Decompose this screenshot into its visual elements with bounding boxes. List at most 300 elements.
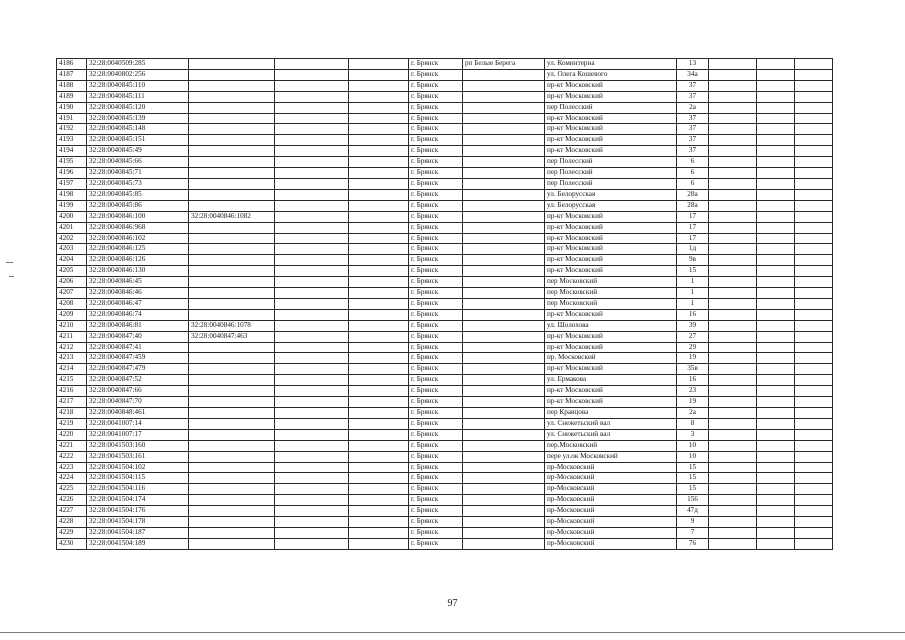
cell-col-j (709, 189, 757, 200)
cell-settlement (463, 495, 545, 506)
cell-col-j (709, 320, 757, 331)
cell-cadastral-number: 32:28:0041007:14 (87, 418, 189, 429)
table-row (57, 495, 833, 506)
cell-col-l (795, 102, 833, 113)
cell-cadastral-number: 32:28:0040846:45 (87, 277, 189, 288)
cell-col-d (275, 91, 349, 102)
cell-settlement (463, 189, 545, 200)
cell-row-number: 4186 (57, 59, 87, 70)
cell-street: пр-кт Московский (545, 146, 677, 157)
cell-col-l (795, 418, 833, 429)
table-row (57, 113, 833, 124)
cell-city: г. Брянск (409, 418, 463, 429)
table-row (57, 473, 833, 484)
table-row (57, 157, 833, 168)
cell-street: пр-Московский (545, 527, 677, 538)
cell-col-k (757, 80, 795, 91)
cell-col-l (795, 375, 833, 386)
cell-col-l (795, 266, 833, 277)
cell-related-cadastral-number (189, 80, 275, 91)
cell-col-d (275, 80, 349, 91)
cell-settlement (463, 233, 545, 244)
cell-street: ул. Белорусская (545, 189, 677, 200)
cell-house-number: 15 (677, 266, 709, 277)
cell-settlement (463, 146, 545, 157)
cell-col-j (709, 157, 757, 168)
cell-house-number: 9в (677, 255, 709, 266)
cell-house-number: 7 (677, 527, 709, 538)
cell-col-l (795, 178, 833, 189)
cell-street: пр-кт Московский (545, 91, 677, 102)
cell-col-j (709, 200, 757, 211)
cell-house-number: 47д (677, 506, 709, 517)
cell-row-number: 4230 (57, 538, 87, 549)
cell-col-k (757, 342, 795, 353)
table-row (57, 91, 833, 102)
cell-col-j (709, 484, 757, 495)
registry-table-body (57, 59, 833, 550)
cell-col-e (349, 298, 409, 309)
cell-cadastral-number: 32:28:0040845:73 (87, 178, 189, 189)
cell-related-cadastral-number (189, 244, 275, 255)
cell-house-number: 9 (677, 517, 709, 528)
cell-col-k (757, 506, 795, 517)
cell-cadastral-number: 32:28:0040847:459 (87, 353, 189, 364)
cell-related-cadastral-number (189, 113, 275, 124)
cell-related-cadastral-number (189, 59, 275, 70)
cell-settlement (463, 418, 545, 429)
cell-house-number: 37 (677, 113, 709, 124)
table-row (57, 211, 833, 222)
cell-col-j (709, 440, 757, 451)
cell-row-number: 4208 (57, 298, 87, 309)
cell-city: г. Брянск (409, 277, 463, 288)
cell-col-k (757, 484, 795, 495)
cell-settlement (463, 211, 545, 222)
cell-col-k (757, 146, 795, 157)
cell-col-j (709, 146, 757, 157)
cell-col-e (349, 495, 409, 506)
cell-cadastral-number: 32:28:0040846:46 (87, 288, 189, 299)
cell-related-cadastral-number (189, 266, 275, 277)
table-row (57, 342, 833, 353)
cell-col-k (757, 473, 795, 484)
cell-col-l (795, 538, 833, 549)
cell-col-j (709, 473, 757, 484)
cell-related-cadastral-number (189, 91, 275, 102)
cell-row-number: 4226 (57, 495, 87, 506)
cell-city: г. Брянск (409, 102, 463, 113)
cell-cadastral-number: 32:28:0040845:66 (87, 157, 189, 168)
cell-col-e (349, 484, 409, 495)
cell-col-j (709, 244, 757, 255)
cell-settlement (463, 309, 545, 320)
cell-col-j (709, 255, 757, 266)
cell-city: г. Брянск (409, 408, 463, 419)
cell-col-e (349, 266, 409, 277)
cell-col-l (795, 386, 833, 397)
cell-col-k (757, 168, 795, 179)
cell-col-e (349, 408, 409, 419)
cell-city: г. Брянск (409, 320, 463, 331)
cell-row-number: 4210 (57, 320, 87, 331)
cell-house-number: 10 (677, 451, 709, 462)
cell-city: г. Брянск (409, 462, 463, 473)
cell-col-d (275, 418, 349, 429)
cell-col-d (275, 429, 349, 440)
cell-settlement (463, 124, 545, 135)
cell-cadastral-number: 32:28:0041504:187 (87, 527, 189, 538)
cell-street: ул. Коминтерна (545, 59, 677, 70)
cell-city: г. Брянск (409, 288, 463, 299)
cell-row-number: 4197 (57, 178, 87, 189)
cell-col-j (709, 375, 757, 386)
cell-col-k (757, 320, 795, 331)
cell-col-e (349, 157, 409, 168)
table-row (57, 266, 833, 277)
cell-col-j (709, 298, 757, 309)
cell-col-e (349, 124, 409, 135)
cell-house-number: 15 (677, 484, 709, 495)
cell-col-k (757, 375, 795, 386)
cell-col-d (275, 69, 349, 80)
cell-related-cadastral-number (189, 408, 275, 419)
cell-row-number: 4224 (57, 473, 87, 484)
cell-col-d (275, 189, 349, 200)
cell-street: пр-кт Московский (545, 309, 677, 320)
cell-settlement (463, 538, 545, 549)
cell-row-number: 4187 (57, 69, 87, 80)
cell-row-number: 4220 (57, 429, 87, 440)
cell-col-j (709, 495, 757, 506)
table-row (57, 418, 833, 429)
cell-cadastral-number: 32:28:0040846:130 (87, 266, 189, 277)
cell-row-number: 4213 (57, 353, 87, 364)
cell-row-number: 4189 (57, 91, 87, 102)
cell-col-e (349, 59, 409, 70)
cell-col-d (275, 386, 349, 397)
cell-related-cadastral-number (189, 102, 275, 113)
table-row (57, 451, 833, 462)
cell-col-l (795, 69, 833, 80)
cell-col-k (757, 364, 795, 375)
cell-col-j (709, 527, 757, 538)
cell-street: пр-кт Московский (545, 113, 677, 124)
cell-col-l (795, 288, 833, 299)
cell-settlement (463, 168, 545, 179)
cell-street: пр-кт Московский (545, 80, 677, 91)
cell-house-number: 1 (677, 298, 709, 309)
cell-settlement (463, 517, 545, 528)
cell-house-number: 76 (677, 538, 709, 549)
table-row (57, 277, 833, 288)
cell-col-j (709, 331, 757, 342)
cell-cadastral-number: 32:28:0041504:174 (87, 495, 189, 506)
cell-row-number: 4228 (57, 517, 87, 528)
cell-col-l (795, 59, 833, 70)
cell-cadastral-number: 32:28:0041504:178 (87, 517, 189, 528)
cell-street: пр-кт Московский (545, 135, 677, 146)
cell-city: г. Брянск (409, 255, 463, 266)
cell-house-number: 37 (677, 135, 709, 146)
cell-col-k (757, 418, 795, 429)
cell-settlement (463, 473, 545, 484)
cell-col-k (757, 277, 795, 288)
cell-col-d (275, 462, 349, 473)
cell-col-d (275, 353, 349, 364)
cell-col-j (709, 342, 757, 353)
cell-settlement (463, 527, 545, 538)
cell-cadastral-number: 32:28:0040846:74 (87, 309, 189, 320)
cell-cadastral-number: 32:28:0040845:71 (87, 168, 189, 179)
cell-settlement (463, 135, 545, 146)
cell-col-e (349, 320, 409, 331)
cell-col-l (795, 244, 833, 255)
cell-house-number: 37 (677, 91, 709, 102)
cell-col-k (757, 189, 795, 200)
cell-col-e (349, 462, 409, 473)
cell-col-k (757, 288, 795, 299)
cell-house-number: 27 (677, 331, 709, 342)
cell-city: г. Брянск (409, 397, 463, 408)
cell-house-number: 23 (677, 386, 709, 397)
table-row (57, 178, 833, 189)
cell-col-e (349, 113, 409, 124)
cell-house-number: 6 (677, 178, 709, 189)
cell-row-number: 4216 (57, 386, 87, 397)
cell-house-number: 19 (677, 397, 709, 408)
cell-col-d (275, 277, 349, 288)
cell-col-d (275, 342, 349, 353)
cell-col-d (275, 59, 349, 70)
cell-related-cadastral-number: 32:28:0040846:1082 (189, 211, 275, 222)
cell-col-j (709, 168, 757, 179)
cell-settlement (463, 320, 545, 331)
cell-col-l (795, 495, 833, 506)
cell-col-j (709, 364, 757, 375)
cell-cadastral-number: 32:28:0040845:148 (87, 124, 189, 135)
cell-col-j (709, 266, 757, 277)
cell-col-k (757, 266, 795, 277)
table-row (57, 288, 833, 299)
cell-related-cadastral-number (189, 298, 275, 309)
cell-col-j (709, 222, 757, 233)
cell-col-d (275, 298, 349, 309)
cell-city: г. Брянск (409, 124, 463, 135)
cell-col-d (275, 527, 349, 538)
cell-city: г. Брянск (409, 538, 463, 549)
scan-artifact-mark (6, 262, 13, 263)
table-row (57, 440, 833, 451)
cell-cadastral-number: 32:28:0040845:85 (87, 189, 189, 200)
table-row (57, 484, 833, 495)
table-row (57, 69, 833, 80)
table-row (57, 386, 833, 397)
cell-row-number: 4225 (57, 484, 87, 495)
cell-col-k (757, 222, 795, 233)
cell-col-e (349, 189, 409, 200)
cell-col-k (757, 397, 795, 408)
table-row (57, 527, 833, 538)
cell-house-number: 8 (677, 418, 709, 429)
scan-artifact-mark (9, 276, 14, 277)
cell-col-j (709, 506, 757, 517)
cell-col-e (349, 91, 409, 102)
cell-col-e (349, 397, 409, 408)
cell-row-number: 4221 (57, 440, 87, 451)
cell-col-k (757, 451, 795, 462)
cell-house-number: 15 (677, 473, 709, 484)
cell-cadastral-number: 32:28:0041503:160 (87, 440, 189, 451)
cell-col-e (349, 135, 409, 146)
cell-col-k (757, 178, 795, 189)
cell-cadastral-number: 32:28:0040846:125 (87, 244, 189, 255)
cell-settlement (463, 484, 545, 495)
cell-col-j (709, 277, 757, 288)
cell-cadastral-number: 32:28:0040847:40 (87, 331, 189, 342)
cell-col-k (757, 91, 795, 102)
cell-street: ул. Снежетьский вал (545, 418, 677, 429)
cell-city: г. Брянск (409, 189, 463, 200)
cell-col-l (795, 440, 833, 451)
cell-street: пр-кт Московский (545, 364, 677, 375)
cell-house-number: 15 (677, 462, 709, 473)
registry-table (56, 58, 833, 550)
cell-col-e (349, 80, 409, 91)
cell-col-d (275, 157, 349, 168)
cell-city: г. Брянск (409, 135, 463, 146)
cell-row-number: 4195 (57, 157, 87, 168)
cell-related-cadastral-number (189, 342, 275, 353)
cell-settlement (463, 266, 545, 277)
cell-col-j (709, 429, 757, 440)
cell-street: пр-кт Московский (545, 255, 677, 266)
cell-settlement (463, 178, 545, 189)
cell-city: г. Брянск (409, 113, 463, 124)
cell-city: г. Брянск (409, 178, 463, 189)
cell-col-e (349, 473, 409, 484)
cell-col-e (349, 255, 409, 266)
cell-cadastral-number: 32:28:0040847:41 (87, 342, 189, 353)
cell-related-cadastral-number (189, 495, 275, 506)
cell-row-number: 4227 (57, 506, 87, 517)
cell-col-j (709, 113, 757, 124)
cell-street: пр-кт Московский (545, 331, 677, 342)
cell-cadastral-number: 32:28:0040847:479 (87, 364, 189, 375)
cell-col-d (275, 517, 349, 528)
table-row (57, 429, 833, 440)
cell-row-number: 4191 (57, 113, 87, 124)
cell-col-d (275, 538, 349, 549)
cell-col-l (795, 364, 833, 375)
cell-col-j (709, 451, 757, 462)
cell-col-d (275, 408, 349, 419)
cell-related-cadastral-number (189, 429, 275, 440)
cell-street: ул. Олега Кошевого (545, 69, 677, 80)
cell-row-number: 4205 (57, 266, 87, 277)
cell-street: пер.Московский (545, 440, 677, 451)
cell-city: г. Брянск (409, 80, 463, 91)
cell-col-d (275, 244, 349, 255)
cell-street: пр-Московский (545, 462, 677, 473)
cell-col-d (275, 255, 349, 266)
cell-house-number: 2а (677, 102, 709, 113)
cell-row-number: 4204 (57, 255, 87, 266)
cell-col-e (349, 527, 409, 538)
table-row (57, 298, 833, 309)
cell-street: пр-Московский (545, 506, 677, 517)
cell-related-cadastral-number (189, 222, 275, 233)
cell-house-number: 28а (677, 200, 709, 211)
cell-street: пр-Московский (545, 473, 677, 484)
cell-col-l (795, 331, 833, 342)
cell-col-e (349, 288, 409, 299)
table-row (57, 168, 833, 179)
cell-col-d (275, 320, 349, 331)
cell-col-l (795, 506, 833, 517)
table-row (57, 146, 833, 157)
cell-house-number: 19 (677, 353, 709, 364)
cell-city: г. Брянск (409, 211, 463, 222)
cell-cadastral-number: 32:28:0040509:285 (87, 59, 189, 70)
cell-street: пр-кт Московский (545, 222, 677, 233)
cell-city: г. Брянск (409, 266, 463, 277)
cell-city: г. Брянск (409, 309, 463, 320)
cell-related-cadastral-number (189, 309, 275, 320)
table-row (57, 124, 833, 135)
cell-col-l (795, 527, 833, 538)
cell-col-l (795, 255, 833, 266)
cell-cadastral-number: 32:28:0040848:461 (87, 408, 189, 419)
table-row (57, 364, 833, 375)
cell-col-d (275, 473, 349, 484)
cell-row-number: 4196 (57, 168, 87, 179)
table-row (57, 59, 833, 70)
cell-city: г. Брянск (409, 69, 463, 80)
cell-city: г. Брянск (409, 440, 463, 451)
cell-col-l (795, 233, 833, 244)
cell-settlement (463, 244, 545, 255)
cell-col-k (757, 495, 795, 506)
cell-settlement (463, 277, 545, 288)
cell-city: г. Брянск (409, 157, 463, 168)
cell-street: пр-Московский (545, 484, 677, 495)
cell-street: пере ул.ок Московский (545, 451, 677, 462)
cell-col-k (757, 135, 795, 146)
cell-street: пр-кт Московский (545, 211, 677, 222)
cell-city: г. Брянск (409, 342, 463, 353)
cell-cadastral-number: 32:28:0041504:115 (87, 473, 189, 484)
cell-row-number: 4214 (57, 364, 87, 375)
cell-cadastral-number: 32:28:0040845:111 (87, 91, 189, 102)
table-row (57, 408, 833, 419)
cell-settlement (463, 69, 545, 80)
cell-city: г. Брянск (409, 331, 463, 342)
cell-row-number: 4202 (57, 233, 87, 244)
cell-related-cadastral-number (189, 527, 275, 538)
cell-col-d (275, 124, 349, 135)
cell-col-j (709, 309, 757, 320)
cell-related-cadastral-number (189, 168, 275, 179)
cell-col-l (795, 113, 833, 124)
cell-street: ул. Белорусская (545, 200, 677, 211)
cell-cadastral-number: 32:28:0040845:120 (87, 102, 189, 113)
cell-col-k (757, 233, 795, 244)
table-row (57, 517, 833, 528)
cell-col-k (757, 211, 795, 222)
cell-col-l (795, 342, 833, 353)
cell-col-j (709, 353, 757, 364)
